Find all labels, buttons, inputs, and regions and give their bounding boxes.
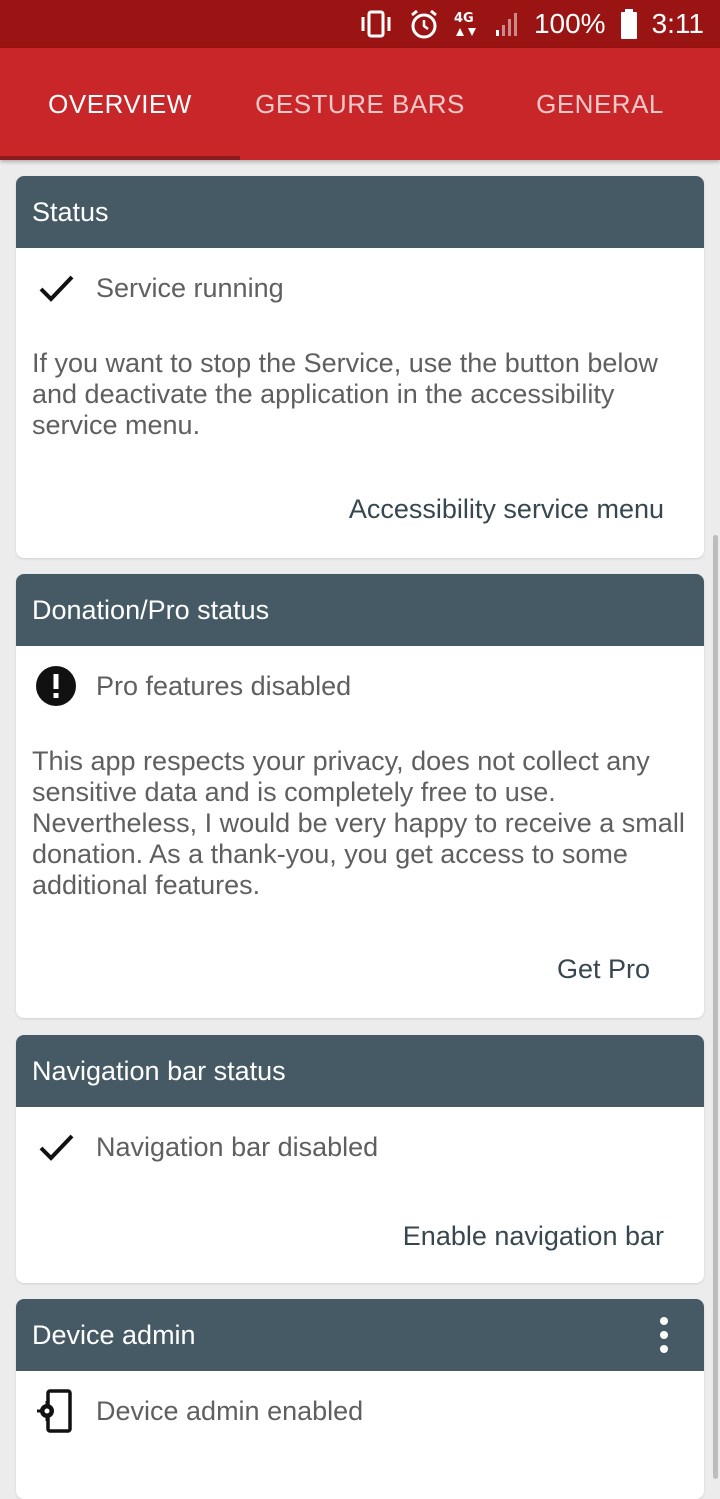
card-title: Device admin xyxy=(32,1319,196,1350)
device-admin-card xyxy=(16,1299,704,1499)
status-row xyxy=(16,1371,704,1451)
tab-gesture-bars[interactable]: GESTURE BARS xyxy=(255,88,465,119)
status-text: Device admin enabled xyxy=(96,1395,364,1426)
network-4g-icon xyxy=(454,0,480,48)
card-title: Status xyxy=(32,196,109,227)
card-title: Donation/Pro status xyxy=(32,594,270,625)
alert-circle-icon xyxy=(36,666,76,706)
accessibility-service-menu-button[interactable]: Accessibility service menu xyxy=(348,494,664,524)
network-label: 4G xyxy=(453,11,474,26)
status-row xyxy=(16,1107,704,1187)
status-card xyxy=(16,176,704,558)
card-header xyxy=(16,1035,704,1107)
donation-card xyxy=(16,574,704,1018)
status-text: Pro features disabled xyxy=(96,670,352,701)
check-icon xyxy=(36,268,76,308)
signal-icon xyxy=(494,0,520,48)
status-row xyxy=(16,646,704,726)
card-header xyxy=(16,176,704,248)
check-icon xyxy=(36,1127,76,1167)
tab-general[interactable]: GENERAL xyxy=(536,88,664,119)
card-description: If you want to stop the Service, use the button below and deactivate the application in the accessibility service menu. xyxy=(32,348,658,440)
card-title: Navigation bar status xyxy=(32,1055,286,1086)
system-status-bar xyxy=(0,0,720,48)
status-text: Service running xyxy=(96,272,284,303)
vibrate-icon xyxy=(358,0,394,48)
status-text: Navigation bar disabled xyxy=(96,1131,379,1162)
enable-navigation-bar-button[interactable]: Enable navigation bar xyxy=(402,1221,664,1251)
battery-percent: 100% xyxy=(533,8,606,39)
scrollbar[interactable] xyxy=(713,535,718,1479)
navigation-bar-card xyxy=(16,1035,704,1283)
card-header xyxy=(16,1299,704,1371)
status-row xyxy=(16,248,704,328)
more-options-icon[interactable] xyxy=(652,1315,676,1355)
card-description: This app respects your privacy, does not collect any sensitive data and is completely free to use. Nevertheless, I would be very happy to receive a small donation. As a thank-you, you get access to some additional features. xyxy=(32,746,685,900)
clock: 3:11 xyxy=(651,8,704,39)
device-settings-icon xyxy=(36,1391,76,1431)
tab-overview[interactable]: OVERVIEW xyxy=(48,88,192,119)
card-header xyxy=(16,574,704,646)
get-pro-button[interactable]: Get Pro xyxy=(556,954,650,984)
tab-bar xyxy=(0,48,720,160)
battery-icon xyxy=(620,0,638,48)
tab-indicator xyxy=(0,156,240,160)
alarm-icon xyxy=(408,0,440,48)
